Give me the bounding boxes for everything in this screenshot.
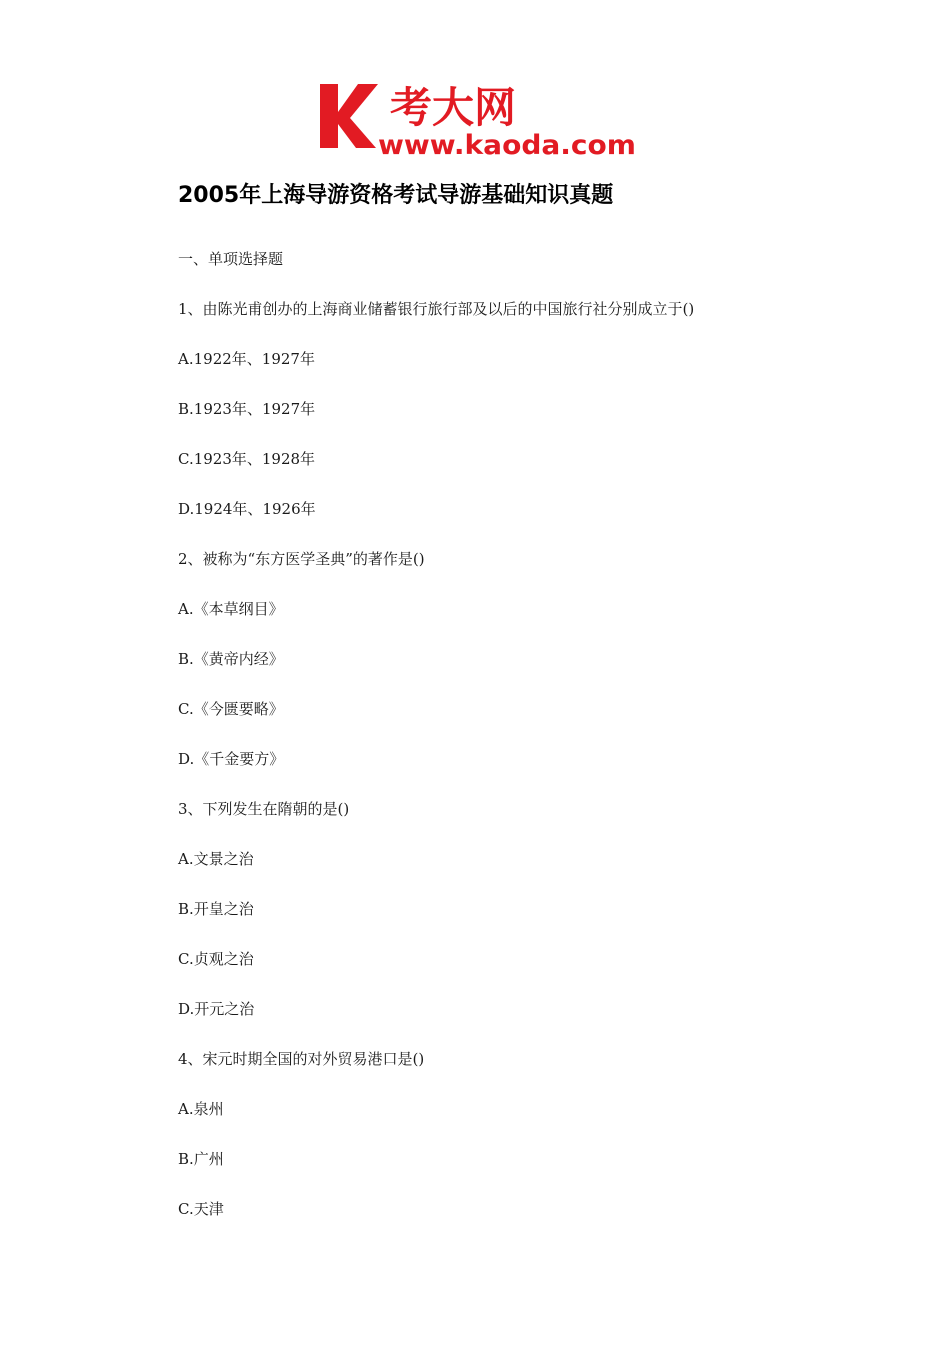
question-2-option-d: D.《千金要方》 bbox=[178, 750, 285, 768]
question-3-option-b: B.开皇之治 bbox=[178, 900, 254, 918]
question-2: 2、被称为“东方医学圣典”的著作是() bbox=[178, 550, 425, 568]
document-title: 2005年上海导游资格考试导游基础知识真题 bbox=[178, 183, 614, 208]
question-2-option-c: C.《今匮要略》 bbox=[178, 700, 284, 718]
question-1-option-a: A.1922年、1927年 bbox=[178, 350, 315, 368]
question-list bbox=[178, 247, 878, 1247]
logo-name: 考大网 bbox=[390, 83, 517, 132]
question-4: 4、宋元时期全国的对外贸易港口是() bbox=[178, 1050, 425, 1068]
question-2-option-a: A.《本草纲目》 bbox=[178, 600, 284, 618]
section-heading: 一、单项选择题 bbox=[178, 250, 284, 268]
question-3-option-a: A.文景之治 bbox=[178, 850, 254, 868]
question-1-option-b: B.1923年、1927年 bbox=[178, 400, 316, 418]
question-4-option-c: C.天津 bbox=[178, 1200, 224, 1218]
question-1-option-c: C.1923年、1928年 bbox=[178, 450, 316, 468]
kaoda-logo bbox=[318, 78, 640, 160]
question-4-option-a: A.泉州 bbox=[178, 1100, 224, 1118]
question-1: 1、由陈光甫创办的上海商业储蓄银行旅行部及以后的中国旅行社分别成立于() bbox=[178, 300, 695, 318]
question-3-option-d: D.开元之治 bbox=[178, 1000, 255, 1018]
question-1-option-d: D.1924年、1926年 bbox=[178, 500, 316, 518]
question-3-option-c: C.贞观之治 bbox=[178, 950, 254, 968]
question-4-option-b: B.广州 bbox=[178, 1150, 224, 1168]
logo-k-mark bbox=[320, 84, 378, 148]
logo-url: www.kaoda.com bbox=[378, 130, 636, 160]
question-2-option-b: B.《黄帝内经》 bbox=[178, 650, 284, 668]
question-3: 3、下列发生在隋朝的是() bbox=[178, 800, 350, 818]
